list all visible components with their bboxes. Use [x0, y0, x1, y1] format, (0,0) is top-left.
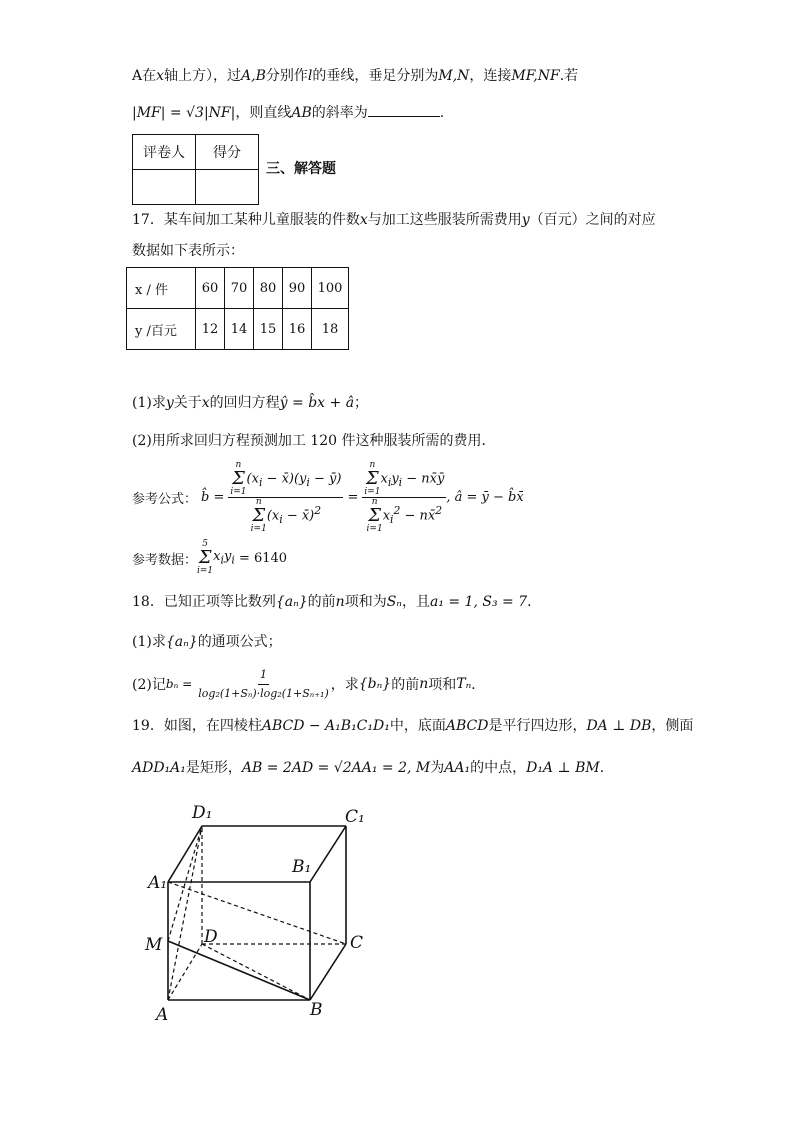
table-cell: 100 — [312, 268, 349, 309]
denominator: n Σ i=1 ($x_i$ − x̄)$^2$ — [250, 496, 322, 534]
var-sn: Sₙ — [386, 594, 402, 610]
text: 为 — [430, 760, 445, 776]
answer-blank[interactable] — [368, 102, 440, 117]
q17-part1 — [132, 393, 368, 413]
sum-symbol: n Σ i=1 — [364, 459, 381, 497]
text: ； — [354, 395, 369, 411]
text: ，侧面 — [651, 718, 694, 734]
label-D: D — [204, 927, 218, 947]
text: 中，底面 — [389, 718, 446, 734]
numerator: n Σ i=1 $x_iy_i$ − nx̄ȳ — [364, 459, 445, 497]
sum-value: = 6140 — [238, 550, 288, 566]
q17-part2: (2)用所求回归方程预测加工 120 件这种服装所需的费用． — [132, 433, 496, 449]
var-mfnf: MF,NF — [511, 68, 560, 84]
q17-line2: 数据如下表所示： — [132, 243, 244, 259]
var-n: n — [419, 676, 429, 692]
data-table — [126, 267, 349, 350]
section-title: 三、解答题 — [266, 161, 336, 177]
table-cell: 14 — [225, 309, 254, 350]
text: 轴上方），过 — [164, 68, 242, 84]
edge-M-B — [168, 941, 310, 1000]
table-cell: 12 — [196, 309, 225, 350]
text: 分别作 — [265, 68, 308, 84]
text: 19．如图，在四棱柱 — [132, 718, 262, 734]
text: (2)记 — [132, 677, 166, 693]
text: ，且 — [401, 594, 430, 610]
text: ，则直线 — [235, 105, 292, 121]
label-A1: A₁ — [148, 873, 168, 893]
var-ab: AB — [291, 105, 312, 121]
table-row — [127, 309, 349, 350]
q18-part1 — [132, 632, 282, 652]
table-cell: 18 — [312, 309, 349, 350]
table-cell: 90 — [283, 268, 312, 309]
text: ，连接 — [469, 68, 512, 84]
q18-line1 — [132, 592, 541, 612]
sum-symbol: n Σ i=1 — [230, 459, 247, 497]
label: 参考公式： — [132, 491, 198, 507]
b-hat: b̂ = — [201, 489, 225, 505]
text: 的斜率为 — [311, 105, 368, 121]
numerator: 1 — [258, 666, 269, 685]
var-ab: A,B — [241, 68, 266, 84]
reference-data — [132, 540, 287, 576]
var-x: x — [201, 395, 210, 411]
sequence: {bₙ} — [358, 676, 392, 692]
regression-equation: ŷ = b̂x + â — [279, 395, 355, 411]
formula-fraction-1 — [228, 461, 343, 534]
equals: = — [347, 489, 359, 505]
hidden-M-D1 — [168, 826, 202, 941]
segment: AA₁ — [444, 760, 471, 776]
text: 关于 — [173, 395, 202, 411]
text: 的垂线，垂足分别为 — [312, 68, 439, 84]
denominator: log₂(1+Sₙ)·log₂(1+Sₙ₊₁) — [198, 686, 329, 700]
sum-symbol: n Σ i=1 — [250, 496, 267, 534]
label-B: B — [310, 1000, 323, 1020]
label-C: C — [350, 933, 364, 953]
q18-part2 — [132, 662, 485, 706]
text: .若 — [559, 68, 579, 84]
sequence: {aₙ} — [275, 594, 308, 610]
numerator: n Σ i=1 ($x_i$ − $x̄)(y_i$ − ȳ) — [230, 459, 342, 497]
label-A: A — [156, 1005, 169, 1025]
prism: ABCD − A₁B₁C₁D₁ — [261, 718, 390, 734]
var-y: y — [521, 212, 530, 228]
hidden-A-D — [168, 944, 202, 1000]
text: 与加工这些服装所需费用 — [367, 212, 522, 228]
label-D1: D₁ — [192, 803, 213, 823]
hidden-A-D1 — [168, 826, 202, 1000]
text: 项和 — [428, 677, 457, 693]
bn-fraction — [196, 666, 330, 703]
formula: |MF| = √3|NF| — [132, 105, 236, 121]
row-label-x: x / 件 — [127, 268, 196, 309]
text: . — [439, 105, 445, 121]
table-cell: 80 — [254, 268, 283, 309]
var-n: n — [335, 594, 345, 610]
table-cell: 60 — [196, 268, 225, 309]
var-x: x — [359, 212, 368, 228]
hidden-A1-C — [168, 882, 346, 944]
q16-line2 — [132, 102, 444, 123]
hidden-D-B — [202, 944, 310, 1000]
q19-line2 — [132, 758, 614, 778]
text: (1)求 — [132, 634, 166, 650]
text: 17．某车间加工某种儿童服装的件数 — [132, 212, 360, 228]
var-mn: M,N — [438, 68, 470, 84]
text: 的中点， — [470, 760, 527, 776]
q16-line1 — [132, 66, 578, 86]
text: 项和为 — [344, 594, 387, 610]
label-C1: C₁ — [345, 807, 365, 827]
label-M: M — [145, 935, 163, 955]
label-B1: B₁ — [292, 857, 312, 877]
face: ADD₁A₁ — [132, 760, 186, 776]
table-row — [127, 268, 349, 309]
score-table — [132, 134, 259, 205]
score-header-grader: 评卷人 — [133, 135, 196, 170]
score-cell-score[interactable] — [196, 170, 259, 205]
text: 是矩形， — [185, 760, 242, 776]
edge-A1-D1 — [168, 826, 202, 882]
length-condition: AB = 2AD = √2AA₁ = 2, M — [241, 760, 431, 776]
text: 的前 — [307, 594, 336, 610]
text: A在 — [132, 68, 157, 84]
text: 的回归方程 — [209, 395, 280, 411]
score-header-score: 得分 — [196, 135, 259, 170]
edge-B-C — [310, 944, 346, 1000]
sequence: {aₙ} — [165, 634, 198, 650]
text: 是平行四边形， — [488, 718, 587, 734]
text: ． — [471, 677, 486, 693]
text: （百元）之间的对应 — [529, 212, 656, 228]
text: (1)求 — [132, 395, 166, 411]
reference-formula — [132, 459, 524, 534]
condition: a₁ = 1, S₃ = 7 — [429, 594, 528, 610]
row-label-y: y /百元 — [127, 309, 196, 350]
label: 参考数据： — [132, 552, 198, 568]
text: 的通项公式； — [197, 634, 282, 650]
sum-symbol: n Σ i=1 — [366, 496, 383, 534]
base: ABCD — [445, 718, 489, 734]
text: ． — [599, 760, 614, 776]
text: ． — [527, 594, 542, 610]
var-x: x — [156, 68, 165, 84]
text: 的前 — [391, 677, 420, 693]
table-cell: 70 — [225, 268, 254, 309]
var-tn: Tₙ — [456, 676, 472, 692]
edge-B1-C1 — [310, 826, 346, 882]
sum-term: $x_iy_i$ — [213, 549, 235, 567]
perp-condition: D₁A ⊥ BM — [526, 760, 600, 776]
text: 18．已知正项等比数列 — [132, 594, 276, 610]
score-cell-grader[interactable] — [133, 170, 196, 205]
formula-fraction-2 — [362, 461, 446, 534]
perp-condition: DA ⊥ DB — [586, 718, 652, 734]
a-hat-formula: , â = ȳ − b̂x̄ — [446, 489, 524, 505]
denominator: n Σ i=1 $x_i^2$ − nx̄$^2$ — [366, 496, 443, 534]
var-l: l — [307, 68, 313, 84]
table-cell: 16 — [283, 309, 312, 350]
q17-line1 — [132, 210, 656, 230]
var-y: y — [165, 395, 174, 411]
table-cell: 15 — [254, 309, 283, 350]
text: ，求 — [330, 677, 359, 693]
sum-symbol: 5 Σ i=1 — [197, 539, 214, 576]
q19-line1 — [132, 716, 693, 736]
var-bn: bₙ = — [165, 677, 193, 691]
